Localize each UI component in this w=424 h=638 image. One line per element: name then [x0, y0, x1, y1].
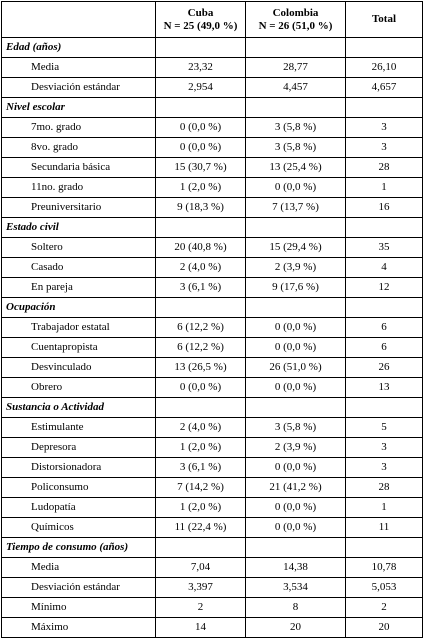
section-empty-cell — [246, 538, 346, 558]
table-row — [2, 238, 423, 258]
total-value: 6 — [346, 338, 423, 358]
total-value: 13 — [346, 378, 423, 398]
section-empty-cell — [156, 98, 246, 118]
row-label: Media — [2, 558, 156, 578]
section-empty-cell — [156, 538, 246, 558]
table-row — [2, 478, 423, 498]
table-row — [2, 598, 423, 618]
cuba-value: 23,32 — [156, 58, 246, 78]
document-table-container — [1, 1, 422, 638]
table-row — [2, 178, 423, 198]
section-empty-cell — [346, 38, 423, 58]
table-row — [2, 418, 423, 438]
colombia-value: 7 (13,7 %) — [246, 198, 346, 218]
total-value: 28 — [346, 478, 423, 498]
cuba-value: 1 (2,0 %) — [156, 438, 246, 458]
section-empty-cell — [246, 38, 346, 58]
colombia-value: 4,457 — [246, 78, 346, 98]
total-value: 3 — [346, 118, 423, 138]
cuba-value: 13 (26,5 %) — [156, 358, 246, 378]
total-value: 6 — [346, 318, 423, 338]
table-row — [2, 278, 423, 298]
total-value: 4,657 — [346, 78, 423, 98]
section-title: Edad (años) — [2, 38, 156, 58]
section-empty-cell — [156, 218, 246, 238]
section-title: Tiempo de consumo (años) — [2, 538, 156, 558]
table-row — [2, 198, 423, 218]
section-empty-cell — [246, 398, 346, 418]
colombia-value: 2 (3,9 %) — [246, 258, 346, 278]
total-value: 26 — [346, 358, 423, 378]
total-value: 12 — [346, 278, 423, 298]
cuba-value: 15 (30,7 %) — [156, 158, 246, 178]
row-label: Obrero — [2, 378, 156, 398]
row-label: Desviación estándar — [2, 78, 156, 98]
row-label: Cuentapropista — [2, 338, 156, 358]
row-label: Preuniversitario — [2, 198, 156, 218]
cuba-value: 14 — [156, 618, 246, 638]
section-empty-cell — [346, 218, 423, 238]
colombia-value: 20 — [246, 618, 346, 638]
row-label: Químicos — [2, 518, 156, 538]
table-row — [2, 438, 423, 458]
section-empty-cell — [156, 38, 246, 58]
section-empty-cell — [246, 218, 346, 238]
row-label: Distorsionadora — [2, 458, 156, 478]
cuba-value: 9 (18,3 %) — [156, 198, 246, 218]
colombia-value: 2 (3,9 %) — [246, 438, 346, 458]
total-value: 16 — [346, 198, 423, 218]
header-cuba-cell — [156, 2, 246, 38]
cuba-value: 7 (14,2 %) — [156, 478, 246, 498]
colombia-value: 3,534 — [246, 578, 346, 598]
total-value: 26,10 — [346, 58, 423, 78]
section-row — [2, 38, 423, 58]
section-row — [2, 218, 423, 238]
colombia-value: 14,38 — [246, 558, 346, 578]
table-row — [2, 258, 423, 278]
row-label: Secundaria básica — [2, 158, 156, 178]
header-variable-cell — [2, 2, 156, 38]
header-colombia-cell — [246, 2, 346, 38]
section-row — [2, 538, 423, 558]
total-value: 11 — [346, 518, 423, 538]
colombia-value: 15 (29,4 %) — [246, 238, 346, 258]
cuba-value: 11 (22,4 %) — [156, 518, 246, 538]
total-value: 3 — [346, 438, 423, 458]
colombia-value: 0 (0,0 %) — [246, 458, 346, 478]
header-cuba-title: Cuba — [187, 6, 214, 19]
table-row — [2, 498, 423, 518]
row-label: Desviación estándar — [2, 578, 156, 598]
row-label: Mínimo — [2, 598, 156, 618]
section-empty-cell — [156, 398, 246, 418]
total-value: 35 — [346, 238, 423, 258]
colombia-value: 0 (0,0 %) — [246, 318, 346, 338]
row-label: 11no. grado — [2, 178, 156, 198]
section-title: Estado civil — [2, 218, 156, 238]
table-row — [2, 118, 423, 138]
table-row — [2, 158, 423, 178]
total-value: 10,78 — [346, 558, 423, 578]
cuba-value: 3 (6,1 %) — [156, 458, 246, 478]
colombia-value: 26 (51,0 %) — [246, 358, 346, 378]
total-value: 2 — [346, 598, 423, 618]
section-title: Ocupación — [2, 298, 156, 318]
table-row — [2, 578, 423, 598]
table-row — [2, 518, 423, 538]
row-label: Trabajador estatal — [2, 318, 156, 338]
section-empty-cell — [346, 98, 423, 118]
total-value: 3 — [346, 458, 423, 478]
header-colombia-n: N = 26 (51,0 %) — [258, 19, 333, 32]
header-total-cell: Total — [346, 2, 423, 38]
cuba-value: 0 (0,0 %) — [156, 378, 246, 398]
section-row — [2, 98, 423, 118]
total-value: 5,053 — [346, 578, 423, 598]
row-label: 7mo. grado — [2, 118, 156, 138]
colombia-value: 0 (0,0 %) — [246, 178, 346, 198]
table-row — [2, 558, 423, 578]
table-row — [2, 318, 423, 338]
table-row — [2, 618, 423, 638]
colombia-value: 21 (41,2 %) — [246, 478, 346, 498]
row-label: Ludopatía — [2, 498, 156, 518]
colombia-value: 3 (5,8 %) — [246, 138, 346, 158]
cuba-value: 3,397 — [156, 578, 246, 598]
row-label: Máximo — [2, 618, 156, 638]
row-label: Policonsumo — [2, 478, 156, 498]
total-value: 20 — [346, 618, 423, 638]
colombia-value: 0 (0,0 %) — [246, 338, 346, 358]
table-row — [2, 78, 423, 98]
cuba-value: 2,954 — [156, 78, 246, 98]
table-row — [2, 58, 423, 78]
cuba-value: 2 — [156, 598, 246, 618]
colombia-value: 3 (5,8 %) — [246, 118, 346, 138]
cuba-value: 2 (4,0 %) — [156, 418, 246, 438]
row-label: Casado — [2, 258, 156, 278]
cuba-value: 0 (0,0 %) — [156, 118, 246, 138]
row-label: Depresora — [2, 438, 156, 458]
colombia-value: 3 (5,8 %) — [246, 418, 346, 438]
table-row — [2, 138, 423, 158]
section-row — [2, 298, 423, 318]
table-row — [2, 378, 423, 398]
cuba-value: 6 (12,2 %) — [156, 338, 246, 358]
total-value: 1 — [346, 178, 423, 198]
total-value: 3 — [346, 138, 423, 158]
row-label: Media — [2, 58, 156, 78]
colombia-value: 0 (0,0 %) — [246, 378, 346, 398]
section-title: Sustancia o Actividad — [2, 398, 156, 418]
colombia-value: 13 (25,4 %) — [246, 158, 346, 178]
table-body — [2, 38, 423, 638]
cuba-value: 1 (2,0 %) — [156, 498, 246, 518]
demographics-table — [1, 1, 423, 638]
header-cuba-n: N = 25 (49,0 %) — [163, 19, 238, 32]
total-value: 1 — [346, 498, 423, 518]
section-row — [2, 398, 423, 418]
cuba-value: 3 (6,1 %) — [156, 278, 246, 298]
section-empty-cell — [346, 538, 423, 558]
row-label: Estimulante — [2, 418, 156, 438]
table-row — [2, 458, 423, 478]
table-row — [2, 358, 423, 378]
row-label: Desvinculado — [2, 358, 156, 378]
header-row — [2, 2, 423, 38]
table-row — [2, 338, 423, 358]
section-empty-cell — [246, 98, 346, 118]
row-label: 8vo. grado — [2, 138, 156, 158]
cuba-value: 2 (4,0 %) — [156, 258, 246, 278]
row-label: Soltero — [2, 238, 156, 258]
cuba-value: 7,04 — [156, 558, 246, 578]
colombia-value: 0 (0,0 %) — [246, 518, 346, 538]
cuba-value: 1 (2,0 %) — [156, 178, 246, 198]
cuba-value: 6 (12,2 %) — [156, 318, 246, 338]
total-value: 4 — [346, 258, 423, 278]
table-header — [2, 2, 423, 38]
section-empty-cell — [346, 298, 423, 318]
colombia-value: 9 (17,6 %) — [246, 278, 346, 298]
header-colombia-title: Colombia — [272, 6, 319, 19]
total-value: 28 — [346, 158, 423, 178]
row-label: En pareja — [2, 278, 156, 298]
section-title: Nivel escolar — [2, 98, 156, 118]
colombia-value: 28,77 — [246, 58, 346, 78]
section-empty-cell — [246, 298, 346, 318]
cuba-value: 0 (0,0 %) — [156, 138, 246, 158]
section-empty-cell — [346, 398, 423, 418]
total-value: 5 — [346, 418, 423, 438]
cuba-value: 20 (40,8 %) — [156, 238, 246, 258]
section-empty-cell — [156, 298, 246, 318]
colombia-value: 8 — [246, 598, 346, 618]
colombia-value: 0 (0,0 %) — [246, 498, 346, 518]
